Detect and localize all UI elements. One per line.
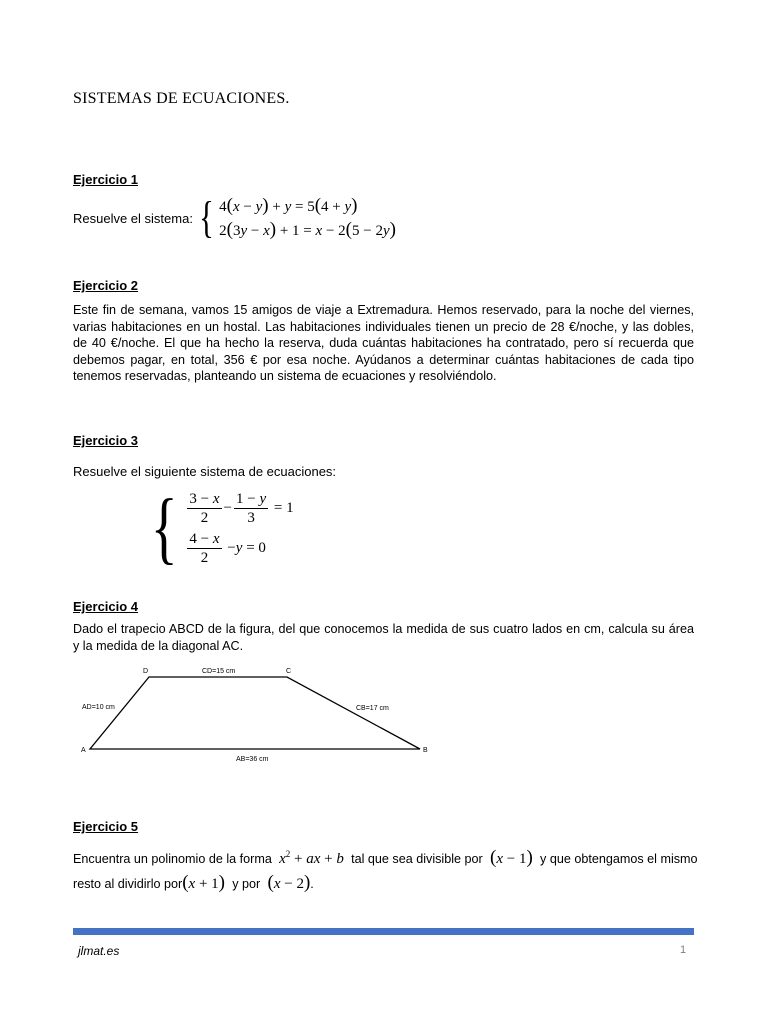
exercise-3-system: { $\frac{3 - x}{2}$ − $\frac{1 - y}{3}$ = 1 $\frac{4 - x}{2}$ − y = 0 xyxy=(150,484,294,572)
exercise-4-heading: Ejercicio 4 xyxy=(73,599,139,614)
divisor-x-plus-1: (x + 1) xyxy=(182,872,225,893)
vertex-c-label: C xyxy=(286,668,292,675)
exercise-2-heading: Ejercicio 2 xyxy=(73,278,139,293)
side-ab-label: AB=36 cm xyxy=(236,756,269,763)
trapezoid-shape xyxy=(90,677,420,749)
divisor-x-minus-2: (x − 2) xyxy=(267,872,311,893)
polynomial-form: $x^2$ + ax + b xyxy=(279,849,344,867)
side-cd-label: CD=15 cm xyxy=(202,668,236,675)
exercise-5-text-3: y que obtengamos el mismo xyxy=(540,852,698,866)
exercise-1-system: { 4(x − y) + y = 5(4 + y) 2(3y − x) + 1 = x − 2(5 − 2y) xyxy=(199,193,396,242)
footer-divider xyxy=(73,928,694,935)
vertex-b-label: B xyxy=(423,747,428,754)
vertex-d-label: D xyxy=(143,668,149,675)
exercise-5-text-1: Encuentra un polinomio de la forma xyxy=(73,852,272,866)
exercise-5-text-4: resto al dividirlo por xyxy=(73,877,183,891)
exercise-5-text-6: . xyxy=(310,877,314,891)
exercise-3-equation-1: $\frac{3 - x}{2}$ − $\frac{1 - y}{3}$ = 1 xyxy=(189,490,294,526)
exercise-5-text xyxy=(73,842,713,896)
divisor-x-minus-1: (x − 1) xyxy=(489,847,533,868)
exercise-3-prompt: Resuelve el siguiente sistema de ecuaciones: xyxy=(73,464,337,479)
exercise-1-heading: Ejercicio 1 xyxy=(73,172,139,187)
vertex-a-label: A xyxy=(81,747,86,754)
exercise-1-equation-2: 2(3y − x) + 1 = x − 2(5 − 2y) xyxy=(219,219,396,240)
side-cb-label: CB=17 cm xyxy=(356,705,389,712)
exercise-2-text: Este fin de semana, vamos 15 amigos de viaje a Extremadura. Hemos reservado, para la noche del viernes, varias habitaciones en un hostal. Las habitaciones individuales tienen un precio de 28 €/noche, y las dobles, de 40 €/noche. El que ha hecho la reserva, duda cuántas habitaciones ha contratado, pero sí recuerda que debemos pagar, en total, 356 € por esa noche. Ayúdanos a determinar cuántas habitaciones de cada tipo tenemos reservadas, planteando un sistema de ecuaciones y resolviéndolo. xyxy=(73,303,694,384)
exercise-5-text-2: tal que sea divisible por xyxy=(351,852,483,866)
side-ad-label: AD=10 cm xyxy=(82,704,115,711)
exercise-5-text-5: y por xyxy=(232,877,261,891)
page-title: SISTEMAS DE ECUACIONES. xyxy=(73,90,290,107)
exercise-1-equation-1: 4(x − y) + y = 5(4 + y) xyxy=(219,195,358,216)
exercise-1-prompt: Resuelve el sistema: xyxy=(73,211,193,226)
exercise-4-text: Dado el trapecio ABCD de la figura, del que conocemos la medida de sus cuatro lados en cm, calcula su área y la medida de la diagonal AC. xyxy=(73,622,694,653)
exercise-3-heading: Ejercicio 3 xyxy=(73,433,139,448)
page-number: 1 xyxy=(680,944,687,956)
exercise-5-heading: Ejercicio 5 xyxy=(73,819,139,834)
exercise-3-equation-2: $\frac{4 - x}{2}$ − y = 0 xyxy=(189,530,266,566)
footer-site: jlmat.es xyxy=(78,944,120,958)
